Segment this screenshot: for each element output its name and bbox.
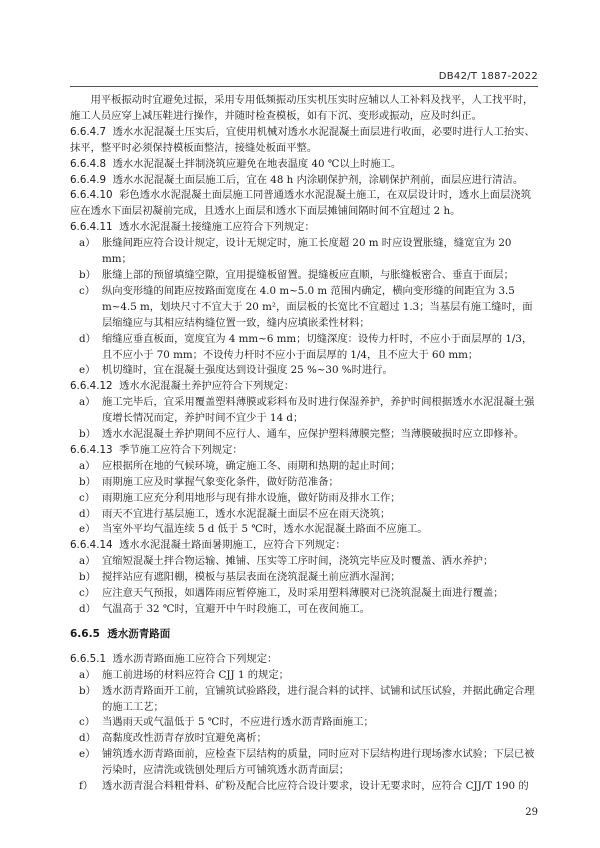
item-text: 雨天不宜进行基层施工，透水水泥混凝土面层不应在雨天浇筑； bbox=[102, 507, 391, 520]
clause-number: 6.6.4.9 bbox=[70, 173, 107, 186]
item-marker: b） bbox=[79, 268, 96, 281]
clause-number: 6.6.4.11 bbox=[70, 221, 113, 234]
header-rule bbox=[70, 86, 538, 87]
clause-text: 透水水泥混凝土养护应符合下列规定： bbox=[119, 380, 295, 393]
clause-paragraph bbox=[70, 125, 538, 157]
page-content bbox=[70, 93, 538, 795]
list-item bbox=[70, 268, 538, 284]
clause-number: 6.6.4.8 bbox=[70, 157, 107, 170]
item-marker: a） bbox=[79, 237, 96, 250]
item-text: 铺筑透水沥青路面前，应检查下层结构的质量，同时应对下层结构进行现场渗水试验；下层已被污染时，应清洗或铣刨处理后方可铺筑透水沥青面层； bbox=[102, 748, 535, 777]
item-marker: b） bbox=[79, 428, 96, 441]
item-text: 胀缝上部的预留填缝空隙，宜用提缝板留置。提缝板应直顺，与胀缝板密合、垂直于面层； bbox=[102, 268, 514, 281]
item-list bbox=[70, 236, 538, 379]
list-item bbox=[70, 554, 538, 570]
clause-text: 透水水泥混凝土压实后，宜使用机械对透水水泥混凝土面层进行收面，必要时进行人工抬实、抹平，整平时必须保持模板面整洁，接缝处板面平整。 bbox=[70, 125, 535, 154]
clause-paragraph bbox=[70, 173, 538, 189]
clause-heading bbox=[70, 220, 538, 236]
item-list bbox=[70, 395, 538, 443]
clause-text: 透水沥青路面施工应符合下列规定： bbox=[112, 652, 278, 665]
clause-number: 6.6.4.13 bbox=[70, 443, 113, 456]
clause-paragraph bbox=[70, 157, 538, 173]
clause-group bbox=[70, 125, 538, 220]
item-marker: c） bbox=[79, 491, 96, 504]
standard-code: DB42/T 1887-2022 bbox=[438, 71, 538, 82]
item-text: 当室外平均气温连续 5 d 低于 5 ℃时，透水水泥混凝土路面不应施工。 bbox=[102, 523, 428, 536]
item-text: 机切缝时，宜在混凝土强度达到设计强度 25 %~30 %时进行。 bbox=[102, 364, 393, 377]
item-text: 应根据所在地的气候环境，确定施工冬、雨期和热期的起止时间； bbox=[102, 459, 401, 472]
item-list bbox=[70, 668, 538, 795]
clause-6-6-4-12 bbox=[70, 379, 538, 443]
clause-heading bbox=[70, 443, 538, 459]
list-item bbox=[70, 602, 538, 618]
list-item bbox=[70, 236, 538, 268]
list-item bbox=[70, 570, 538, 586]
clause-number: 6.6.4.14 bbox=[70, 539, 113, 552]
item-text: 施工完毕后，宜采用覆盖塑料薄膜或彩料布及时进行保湿养护，养护时间根据透水水泥混凝土强度增长情况而定，养护时间不宜少于 14 d； bbox=[102, 396, 535, 425]
list-item bbox=[70, 684, 538, 716]
item-text: 应注意天气预报，如遇阵雨应暂停施工，及时采用塑料薄膜对已浇筑混凝土面进行覆盖； bbox=[102, 587, 504, 600]
item-text: 高黏度改性沥青存放时宜避免离析； bbox=[102, 732, 267, 745]
intro-paragraph: 用平板振动时宜避免过振，采用专用低频振动压实机压实时应辅以人工补料及找平，人工找平时，施工人员应穿上减压鞋进行操作，并随时检查模板，如有下沉、变形或振动，应及时纠正。 bbox=[70, 94, 534, 122]
item-marker: e） bbox=[79, 748, 96, 761]
item-text: 宜缩短混凝土拌合物运输、摊铺、压实等工序时间，浇筑完毕应及时覆盖、洒水养护； bbox=[102, 555, 494, 568]
item-marker: a） bbox=[79, 396, 96, 409]
clause-heading bbox=[70, 652, 538, 668]
item-text: 气温高于 32 ℃时，宜避开中午时段施工，可在夜间施工。 bbox=[102, 603, 370, 615]
list-item bbox=[70, 459, 538, 475]
item-marker: a） bbox=[79, 459, 96, 472]
item-marker: e） bbox=[79, 523, 96, 536]
clause-text: 彩色透水水泥混凝土面层施工同普通透水水泥混凝土施工，在双层设计时，透水上面层浇筑应在透水下面层初凝前完成，且透水上面层和透水下面层摊铺间隔时间不宜超过 2 h。 bbox=[70, 189, 531, 218]
section-title: 透水沥青路面 bbox=[107, 627, 171, 640]
list-item bbox=[70, 491, 538, 507]
section-number: 6.6.5 bbox=[70, 627, 100, 640]
item-list bbox=[70, 459, 538, 539]
item-text: 透水沥青混合料粗骨料、矿粉及配合比应符合设计要求，设计无要求时，应符合 CJJ/T 190 的 bbox=[102, 780, 529, 793]
clause-text: 透水水泥混凝土接缝施工应符合下列规定： bbox=[119, 221, 315, 234]
item-text: 当遇雨天或气温低于 5 ℃时，不应进行透水沥青路面施工； bbox=[102, 716, 374, 729]
item-marker: b） bbox=[79, 475, 96, 488]
list-item bbox=[70, 475, 538, 491]
item-marker: f） bbox=[79, 780, 94, 793]
item-text: 透水水泥混凝土养护期间不应行人、通车，应保护塑料薄膜完整；当薄膜破损时应立即修补。 bbox=[102, 428, 525, 441]
clause-6-6-4-11 bbox=[70, 220, 538, 379]
list-item bbox=[70, 332, 538, 364]
list-item bbox=[70, 779, 538, 795]
list-item bbox=[70, 363, 538, 379]
item-marker: d） bbox=[79, 332, 96, 345]
clause-text: 透水水泥混凝土路面暑期施工，应符合下列规定： bbox=[119, 539, 346, 552]
clause-6-6-5-1 bbox=[70, 652, 538, 795]
item-marker: a） bbox=[79, 555, 96, 568]
clause-heading bbox=[70, 379, 538, 395]
list-item bbox=[70, 395, 538, 427]
item-text: 胀缝间距应符合设计规定，设计无规定时，施工长度超 20 m 时应设置胀缝，缝宽宜为 20 mm； bbox=[102, 237, 512, 266]
list-item bbox=[70, 427, 538, 443]
clause-text: 透水水泥混凝土面层施工后，宜在 48 h 内涂刷保护剂，涂刷保护剂前，面层应进行清洁。 bbox=[112, 173, 524, 186]
list-item bbox=[70, 507, 538, 523]
item-text: 透水沥青路面开工前，宜铺筑试验路段，进行混合料的试拌、试铺和试压试验，并据此确定合理的施工工艺； bbox=[102, 684, 535, 713]
item-marker: d） bbox=[79, 603, 96, 615]
item-text: 雨期施工应及时掌握气象变化条件，做好防范准备； bbox=[102, 475, 339, 488]
clause-text: 透水水泥混凝土拌制浇筑应避免在地表温度 40 ℃以上时施工。 bbox=[112, 157, 402, 170]
clause-paragraph bbox=[70, 188, 538, 220]
clause-number: 6.6.4.10 bbox=[70, 189, 113, 202]
clause-6-6-4-13 bbox=[70, 443, 538, 538]
list-item bbox=[70, 668, 538, 684]
list-item bbox=[70, 747, 538, 779]
item-list bbox=[70, 554, 538, 618]
clause-heading bbox=[70, 538, 538, 554]
list-item bbox=[70, 522, 538, 538]
list-item bbox=[70, 731, 538, 747]
item-text: 缩缝应垂直板面，宽度宜为 4 mm~6 mm；切缝深度：设传力杆时，不应小于面层厚的 1/3，且不应小于 70 mm；不设传力杆时不应小于面层厚的 1/4，且不应大于 60 mm； bbox=[102, 332, 533, 361]
list-item bbox=[70, 586, 538, 602]
clause-6-6-4-14 bbox=[70, 538, 538, 618]
page-number: 29 bbox=[525, 807, 538, 818]
item-marker: d） bbox=[79, 732, 96, 745]
section-heading bbox=[70, 627, 538, 643]
item-marker: b） bbox=[79, 684, 96, 697]
clause-number: 6.6.5.1 bbox=[70, 652, 107, 665]
item-marker: d） bbox=[79, 507, 96, 520]
clause-number: 6.6.4.7 bbox=[70, 125, 107, 138]
item-marker: c） bbox=[79, 587, 96, 600]
item-text: 雨期施工应充分利用地形与现有排水设施，做好防雨及排水工作； bbox=[102, 491, 401, 504]
list-item bbox=[70, 715, 538, 731]
item-marker: e） bbox=[79, 364, 96, 377]
item-marker: c） bbox=[79, 284, 96, 297]
item-marker: b） bbox=[79, 571, 96, 584]
item-text: 施工前进场的材料应符合 CJJ 1 的规定； bbox=[102, 668, 289, 681]
clause-number: 6.6.4.12 bbox=[70, 380, 113, 393]
clause-text: 季节施工应符合下列规定： bbox=[119, 443, 243, 456]
item-marker: c） bbox=[79, 716, 96, 729]
list-item bbox=[70, 284, 538, 332]
item-marker: a） bbox=[79, 668, 96, 681]
item-text: 搅拌站应有遮阳棚，模板与基层表面在浇筑混凝土前应洒水湿润； bbox=[102, 571, 401, 584]
item-text: 纵向变形缝的间距应按路面宽度在 4.0 m~5.0 m 范围内确定，横向变形缝的间距宜为 3.5 m~4.5 m，划块尺寸不宜大于 20 m²，面层板的长宽比不宜超过 1.3；当基层有施工缝时，面层缩缝应与其相应结构缝位置一致，缝内应填嵌柔性材料； bbox=[102, 284, 533, 329]
